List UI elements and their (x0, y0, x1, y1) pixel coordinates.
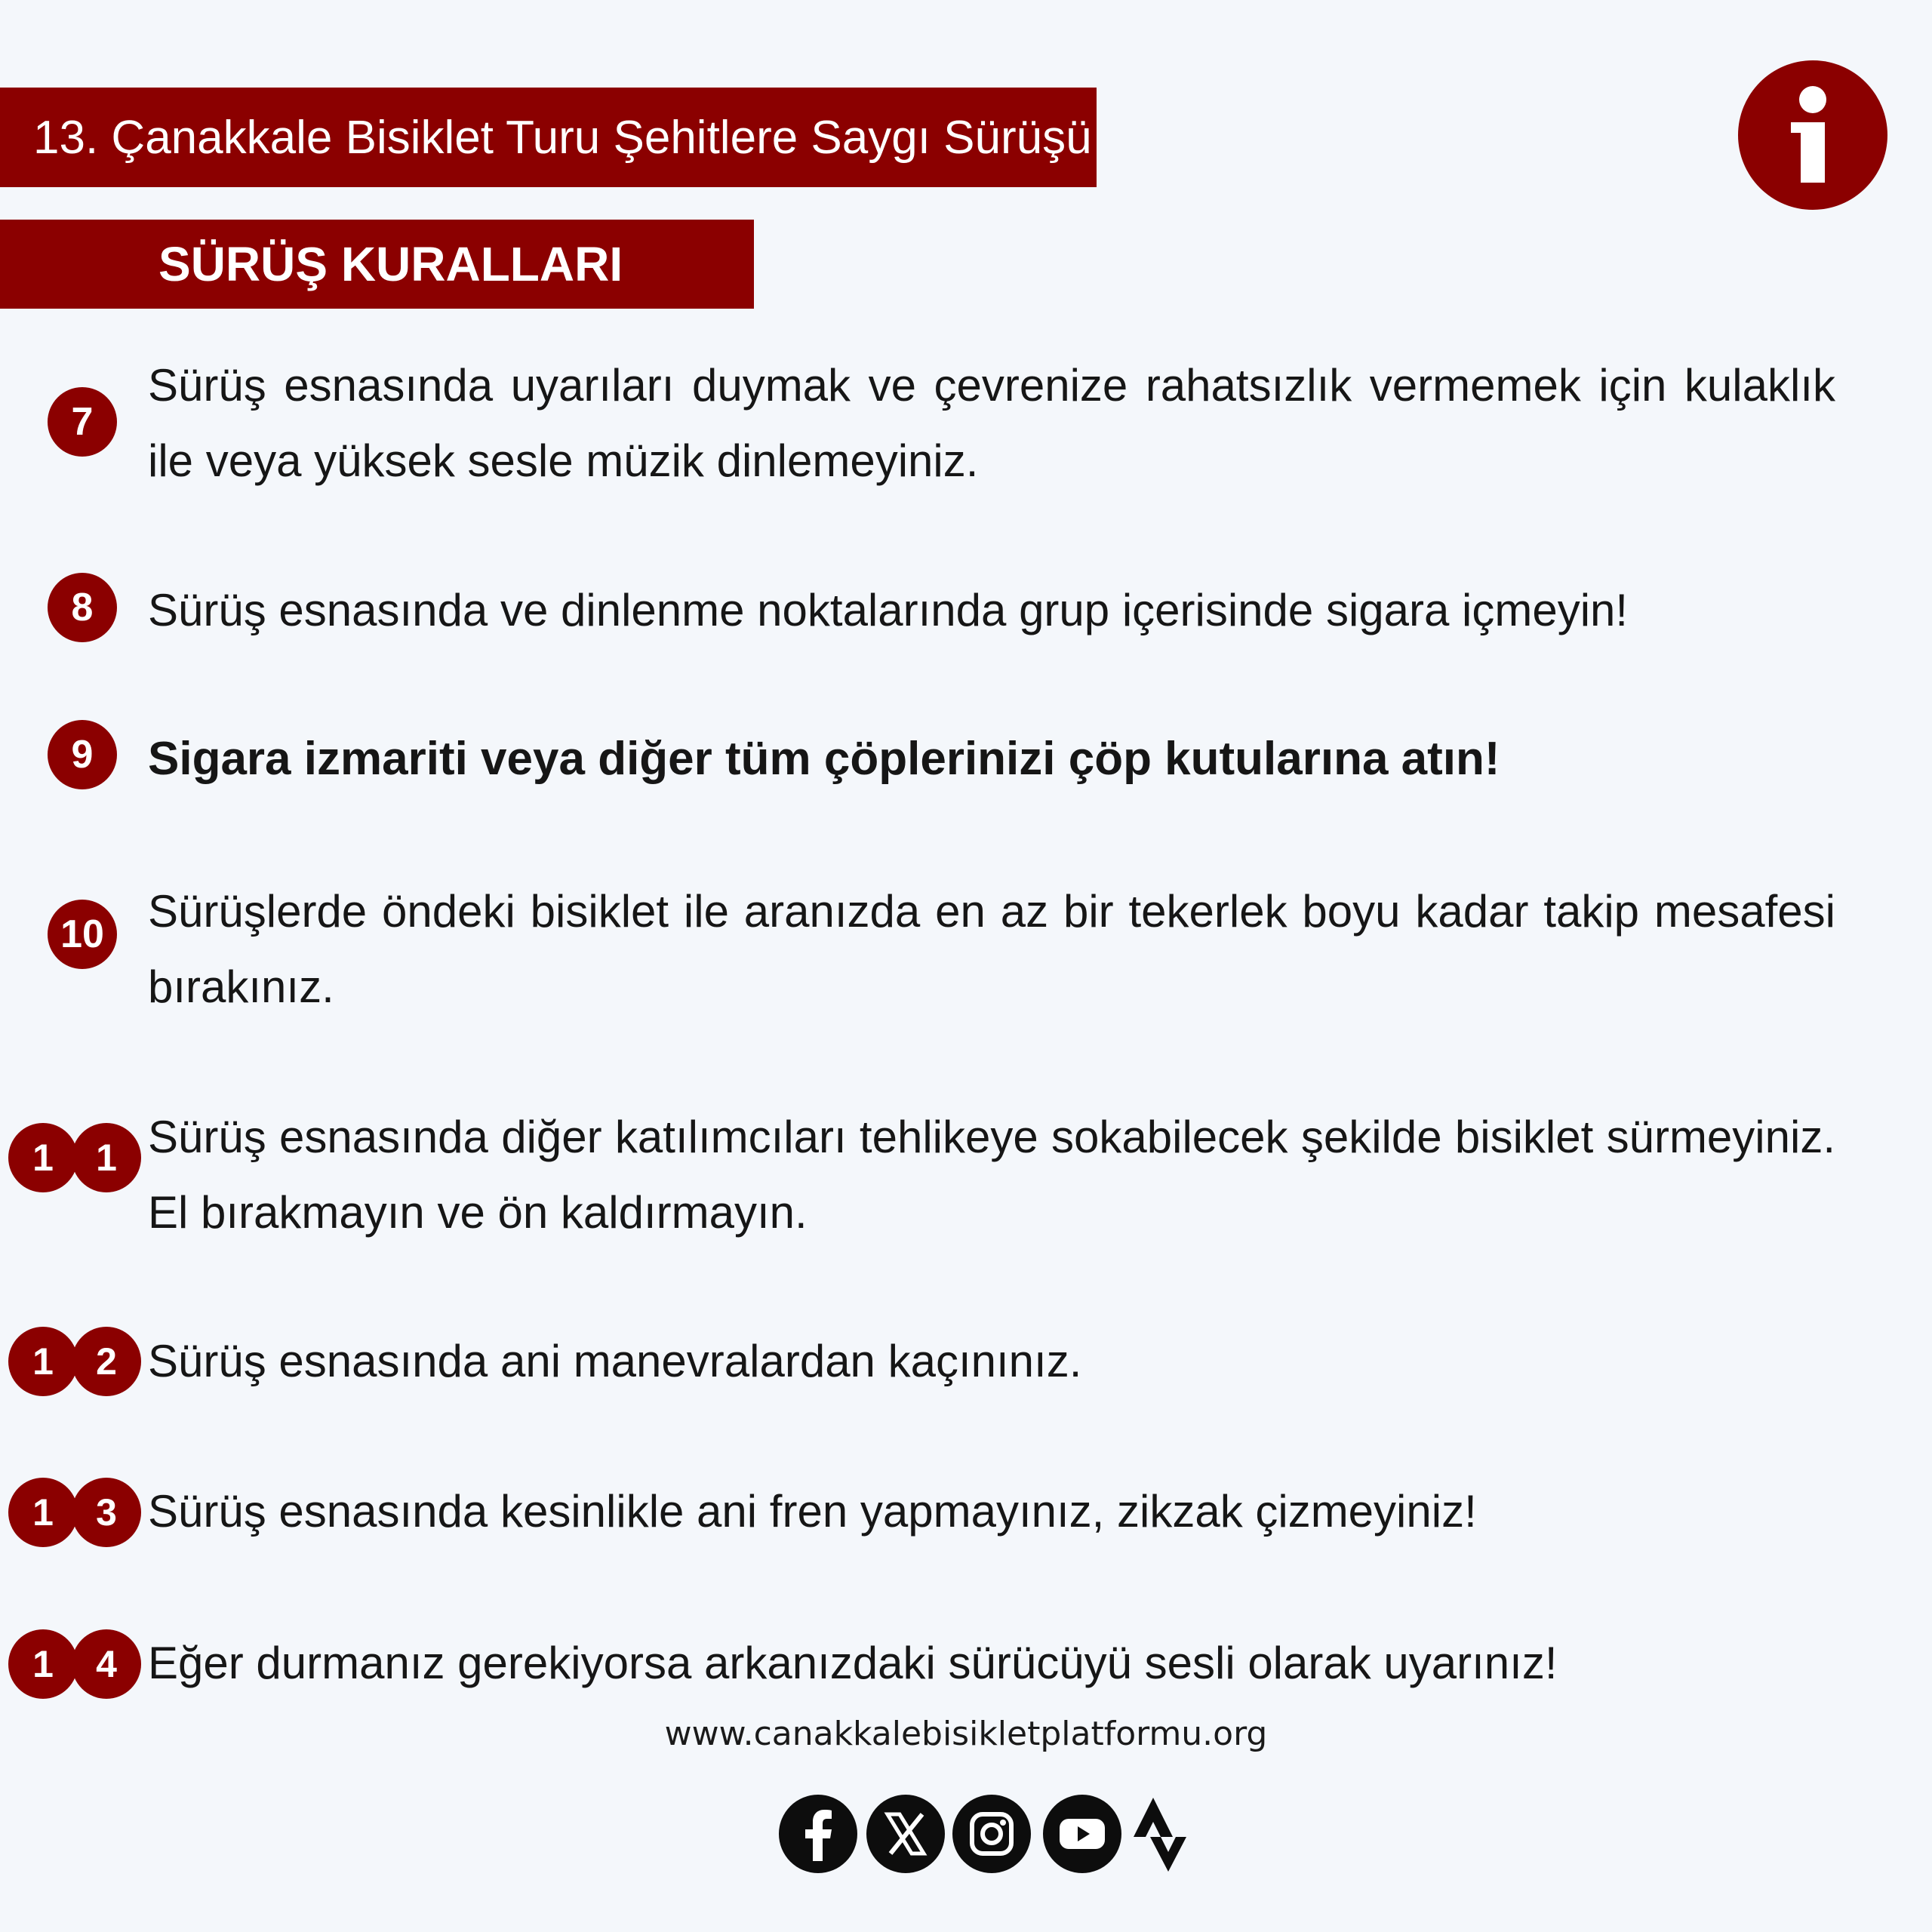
info-icon (1738, 60, 1887, 210)
rule-number-badge: 8 (48, 573, 117, 642)
rule-number-badge-digit: 1 (8, 1123, 78, 1192)
rule-number-badge-digit: 4 (72, 1629, 141, 1699)
strava-icon[interactable] (1131, 1795, 1194, 1873)
rule-number-badge-digit: 1 (8, 1327, 78, 1396)
x-icon[interactable] (866, 1795, 945, 1873)
rule-text: Sürüş esnasında ve dinlenme noktalarında grup içerisinde sigara içmeyin! (148, 585, 1629, 635)
youtube-icon[interactable] (1043, 1795, 1121, 1873)
rule-number-badge-digit: 1 (8, 1629, 78, 1699)
section-title: SÜRÜŞ KURALLARI (158, 237, 623, 291)
rule-number-badge-digit: 3 (72, 1478, 141, 1547)
section-title-banner (0, 220, 754, 309)
rule-number-badge-digit: 2 (72, 1327, 141, 1396)
instagram-icon[interactable] (952, 1795, 1031, 1873)
rule-text: Sürüş esnasında uyarıları duymak ve çevrenize rahatsızlık vermemek için kulaklık ile veya yüksek sesle müzik dinlemeyiniz. (148, 360, 1835, 486)
rule-text: Sürüş esnasında diğer katılımcıları tehlikeye sokabilecek şekilde bisiklet sürmeyiniz. El bırakmayın ve ön kaldırmayın. (148, 1112, 1835, 1238)
rule-number-badge-digit: 1 (72, 1123, 141, 1192)
rule-number-badge-digit: 1 (8, 1478, 78, 1547)
rule-number-badge: 7 (48, 387, 117, 457)
event-title-banner (0, 88, 1097, 187)
rule-text: Sürüş esnasında kesinlikle ani fren yapmayınız, zikzak çizmeyiniz! (148, 1486, 1477, 1537)
rule-text-emphasis: Sigara izmariti veya diğer tüm çöplerinizi çöp kutularına atın! (148, 733, 1500, 785)
rule-text: Eğer durmanız gerekiyorsa arkanızdaki sürücüyü sesli olarak uyarınız! (148, 1638, 1558, 1688)
rule-number-badge: 9 (48, 720, 117, 789)
website-link[interactable]: www.canakkalebisikletplatformu.org (664, 1715, 1268, 1753)
rule-number-badge: 10 (48, 900, 117, 969)
event-title: 13. Çanakkale Bisiklet Turu Şehitlere Saygı Sürüşü (33, 111, 1092, 164)
rule-text: Sürüş esnasında ani manevralardan kaçınınız. (148, 1336, 1082, 1386)
facebook-icon[interactable] (779, 1795, 857, 1873)
rule-text: Sürüşlerde öndeki bisiklet ile aranızda en az bir tekerlek boyu kadar takip mesafesi bırakınız. (148, 886, 1835, 1012)
